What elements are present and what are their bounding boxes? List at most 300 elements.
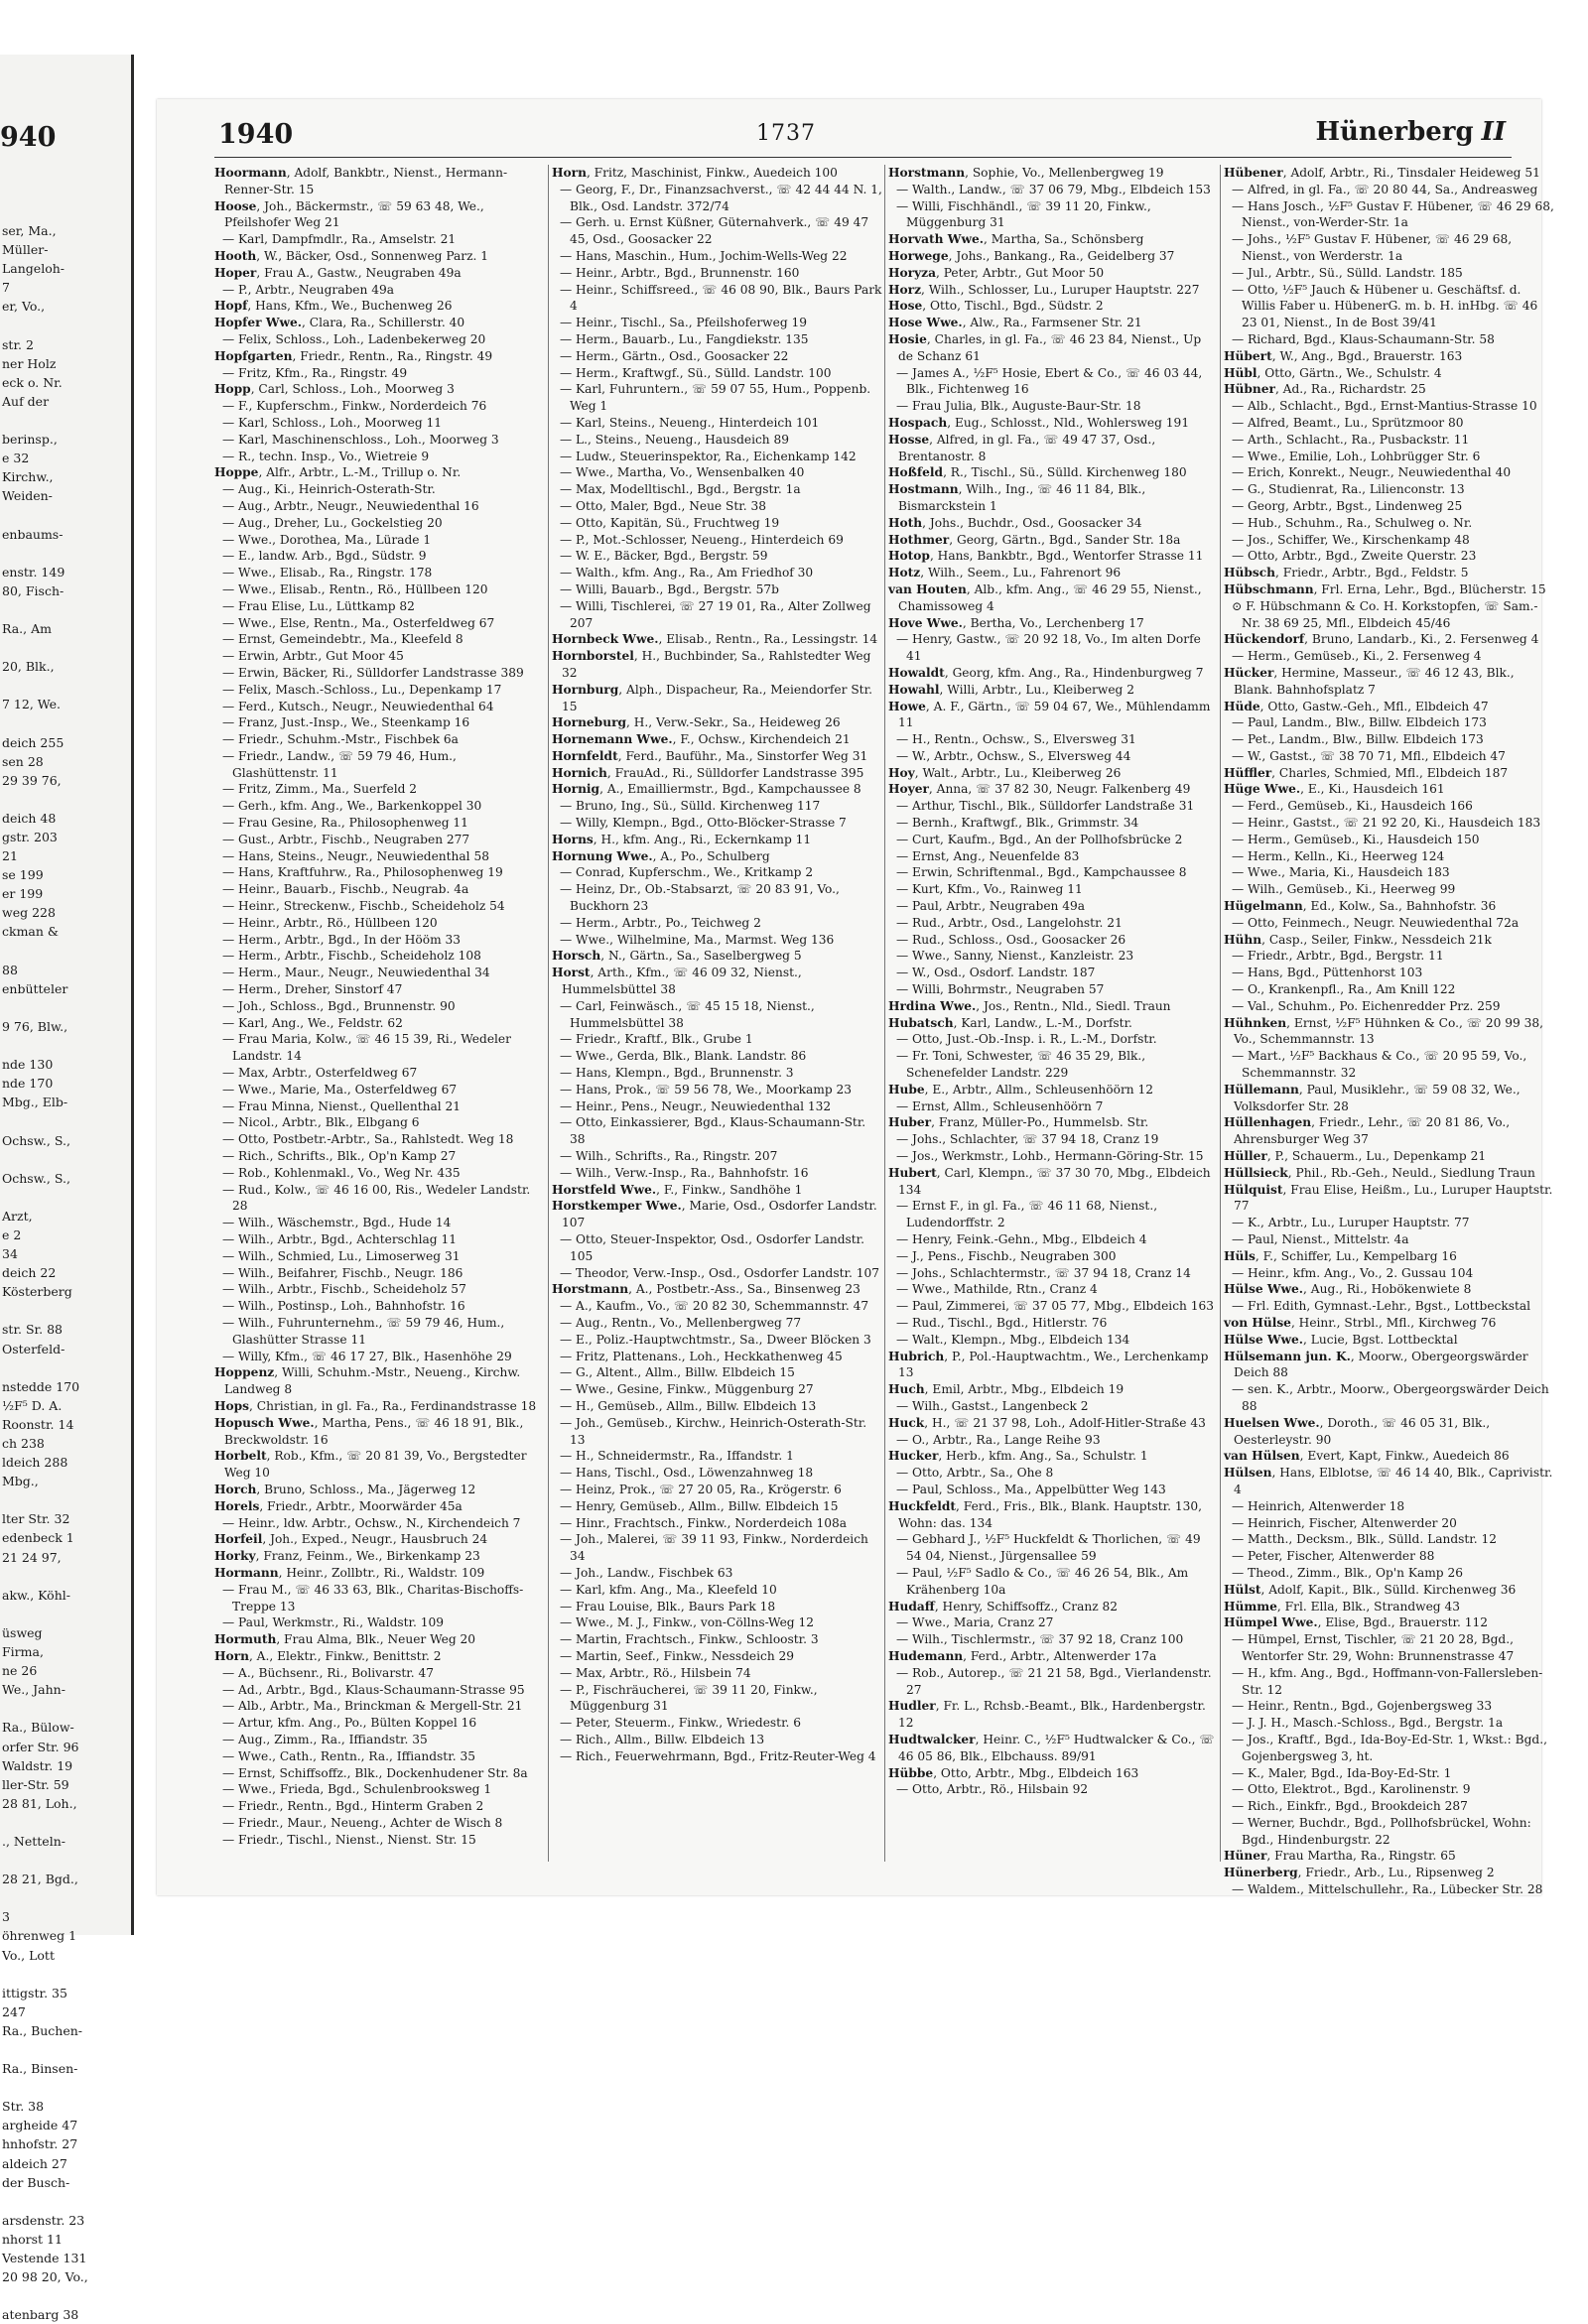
previous-page-fragment: 7 12, We.	[2, 697, 61, 712]
directory-entry: Horels, Friedr., Arbtr., Moorwärder 45a	[214, 1498, 463, 1513]
directory-entry: Hornborstel, H., Buchbinder, Sa., Rahlstedter Weg 32	[552, 649, 871, 680]
directory-entry: — Walth., Landw., ☏ 37 06 79, Mbg., Elbdeich 153	[896, 182, 1211, 196]
directory-entry: — Heinr., kfm. Ang., Vo., 2. Gussau 104	[1232, 1265, 1474, 1280]
directory-entry: Huber, Franz, Müller-Po., Hummelsb. Str.	[888, 1115, 1149, 1130]
previous-page-fragment	[2, 676, 129, 695]
previous-page-text-fragments	[2, 221, 129, 2324]
directory-entry: — Heinrich, Altenwerder 18	[1232, 1498, 1405, 1513]
directory-entry: — Frau M., ☏ 46 33 63, Blk., Charitas-Bischoffs-Treppe 13	[222, 1582, 524, 1614]
directory-entry: — Karl, Maschinenschloss., Loh., Moorweg 3	[222, 432, 499, 447]
directory-entry: — Willi, Bauarb., Bgd., Bergstr. 57b	[560, 581, 779, 596]
directory-entry: Hopfgarten, Friedr., Rentn., Ra., Ringstr. 49	[214, 348, 493, 363]
directory-entry: Hülquist, Frau Elise, Heißm., Lu., Luruper Hauptstr. 77	[1224, 1182, 1553, 1214]
directory-entry: Hoper, Frau A., Gastw., Neugraben 49a	[214, 265, 462, 280]
directory-entry: Hooth, W., Bäcker, Osd., Sonnenweg Parz. 1	[214, 248, 489, 263]
directory-entry: — Rob., Autorep., ☏ 21 21 58, Bgd., Vierlandenstr. 27	[896, 1665, 1212, 1697]
previous-page-fragment	[2, 2078, 129, 2097]
previous-page-fragment: Ra., Buchen-	[2, 2022, 83, 2038]
previous-page-fragment: Arzt,	[2, 1208, 33, 1224]
directory-entry: Horneburg, H., Verw.-Sekr., Sa., Heideweg 26	[552, 715, 841, 730]
previous-page-fragment: ldeich 288	[2, 1455, 68, 1471]
directory-entry: Horky, Franz, Feinm., We., Birkenkamp 23	[214, 1549, 480, 1564]
previous-page-fragment	[2, 1851, 129, 1870]
directory-entry: Hubrich, P., Pol.-Hauptwachtm., We., Lerchenkamp 13	[888, 1349, 1209, 1380]
directory-entry: Horstmann, Sophie, Vo., Mellenbergweg 19	[888, 166, 1164, 180]
previous-page-fragment: deich 255	[2, 734, 65, 750]
directory-entry: — Rud., Kolw., ☏ 46 16 00, Ris., Wedeler Landstr. 28	[222, 1182, 531, 1214]
directory-entry: — Otto, Postbetr.-Arbtr., Sa., Rahlstedt. Weg 18	[222, 1132, 514, 1147]
previous-page-fragment	[2, 2040, 129, 2059]
previous-page-fragment: Ochsw., S.,	[2, 1132, 70, 1148]
previous-page-fragment: se 199	[2, 867, 44, 883]
directory-entry: Hosse, Alfred, in gl. Fa., ☏ 49 47 37, Osd., Brentanostr. 8	[888, 432, 1156, 463]
directory-entry: Hornbeck Wwe., Elisab., Rentn., Ra., Lessingstr. 14	[552, 632, 878, 647]
directory-entry: — Kurt, Kfm., Vo., Rainweg 11	[896, 882, 1083, 897]
directory-entry: — Arthur, Tischl., Blk., Sülldorfer Landstraße 31	[896, 799, 1195, 814]
directory-entry: Horfeil, Joh., Exped., Neugr., Hausbruch 24	[214, 1532, 488, 1547]
directory-entry: Hornung Wwe., A., Po., Schulberg	[552, 848, 770, 863]
previous-page-fragment	[2, 544, 129, 563]
directory-entry: Hülse Wwe., Lucie, Bgst. Lottbecktal	[1224, 1332, 1458, 1347]
directory-entry: — Frau Louise, Blk., Baurs Park 18	[560, 1599, 776, 1614]
previous-page-fragment: atenbarg 38	[2, 2307, 79, 2323]
directory-entry: — Wilh., Gastst., Langenbeck 2	[896, 1398, 1089, 1413]
directory-entry: — Otto, Maler, Bgd., Neue Str. 38	[560, 498, 767, 513]
directory-entry: — Hans, Kraftfuhrw., Ra., Philosophenweg 19	[222, 865, 503, 880]
previous-page-header: 940	[0, 122, 57, 153]
directory-entry: — Jos., Kraftf., Bgd., Ida-Boy-Ed-Str. 1, Wkst.: Bgd., Gojenbergsweg 3, ht.	[1232, 1732, 1547, 1763]
previous-page-fragment: 80, Fisch-	[2, 582, 65, 598]
directory-entry: Huelsen Wwe., Doroth., ☏ 46 05 31, Blk., Oesterleystr. 90	[1224, 1415, 1491, 1447]
previous-page-fragment	[2, 1567, 129, 1586]
previous-page-fragment: argheide 47	[2, 2118, 78, 2133]
previous-page-fragment	[2, 1111, 129, 1130]
directory-entry: — Joh., Schloss., Bgd., Brunnenstr. 90	[222, 998, 456, 1013]
directory-entry: Hühnken, Ernst, ½F⁵ Hühnken & Co., ☏ 20 99 38, Vo., Schemmannstr. 13	[1224, 1015, 1543, 1047]
directory-entry: — Herm., Gärtn., Osd., Goosacker 22	[560, 348, 789, 363]
directory-entry: — Wwe., Cath., Rentn., Ra., Iffiandstr. 35	[222, 1748, 475, 1763]
directory-entry: — Frau Maria, Kolw., ☏ 46 15 39, Ri., Wedeler Landstr. 14	[222, 1032, 511, 1064]
previous-page-fragment: Vo., Lott	[2, 1947, 55, 1963]
previous-page-fragment: We., Jahn-	[2, 1682, 66, 1698]
directory-entry: — Rich., Feuerwehrmann, Bgd., Fritz-Reuter-Weg 4	[560, 1748, 876, 1763]
volume-numeral: II	[1481, 117, 1506, 147]
directory-entry: Hops, Christian, in gl. Fa., Ra., Ferdinandstrasse 18	[214, 1398, 537, 1413]
directory-entry: — Willi, Bohrmstr., Neugraben 57	[896, 982, 1105, 997]
previous-page-fragment: ne 26	[2, 1663, 38, 1679]
directory-entry: — Heinrich, Fischer, Altenwerder 20	[1232, 1515, 1457, 1530]
directory-entry: — Wilh., Fuhrunternehm., ☏ 59 79 46, Hum., Glashütter Strasse 11	[222, 1315, 505, 1347]
previous-page-fragment: str. 2	[2, 336, 34, 352]
previous-page-fragment	[2, 1150, 129, 1169]
previous-page-edge	[0, 55, 134, 2323]
directory-entry: Huch, Emil, Arbtr., Mbg., Elbdeich 19	[888, 1382, 1125, 1397]
directory-entry: — Bruno, Ing., Sü., Sülld. Kirchenweg 117	[560, 799, 821, 814]
directory-entry: — Johs., ½F⁵ Gustav F. Hübener, ☏ 46 29 68, Nienst., von Werderstr. 1a	[1232, 232, 1513, 263]
directory-entry: Hoy, Walt., Arbtr., Lu., Kleiberweg 26	[888, 765, 1122, 780]
previous-page-fragment: akw., Köhl-	[2, 1587, 70, 1603]
previous-page-fragment: 34	[2, 1246, 18, 1262]
directory-entry: — Ernst, Gemeindebtr., Ma., Kleefeld 8	[222, 632, 463, 647]
directory-entry: — Herm., Arbtr., Bgd., In der Hööm 33	[222, 932, 462, 947]
directory-entry: — Rich., Einkfr., Bgd., Brookdeich 287	[1232, 1799, 1468, 1814]
directory-entry: — Rud., Tischl., Bgd., Hitlerstr. 76	[896, 1315, 1108, 1330]
directory-entry: — Heinz, Prok., ☏ 27 20 05, Ra., Krögerstr. 6	[560, 1482, 842, 1496]
directory-entry: Hornfeldt, Ferd., Bauführ., Ma., Sinstorfer Weg 31	[552, 748, 868, 763]
directory-entry: — Hümpel, Ernst, Tischler, ☏ 21 20 28, Bgd., Wentorfer Str. 29, Wohn: Brunnenstrasse 47	[1232, 1632, 1515, 1663]
previous-page-fragment: Vestende 131	[2, 2251, 87, 2266]
directory-entry: — Hans, Bgd., Püttenhorst 103	[1232, 966, 1423, 980]
directory-entry: — Heinr., Arbtr., Rö., Hüllbeen 120	[222, 915, 438, 930]
header-rule	[214, 157, 1512, 158]
previous-page-fragment: 3	[2, 1909, 10, 1925]
previous-page-fragment: ittigstr. 35	[2, 1985, 67, 2001]
directory-entry: — Paul, Nienst., Mittelstr. 4a	[1232, 1232, 1409, 1246]
directory-entry: — Otto, Arbtr., Rö., Hilsbain 92	[896, 1782, 1089, 1797]
previous-page-fragment: Str. 38	[2, 2099, 45, 2115]
directory-entry: — F., Kupferschm., Finkw., Norderdeich 76	[222, 399, 487, 414]
directory-entry: — Paul, Landm., Blw., Billw. Elbdeich 173	[1232, 715, 1487, 730]
directory-entry: — Karl, Ang., We., Feldstr. 62	[222, 1015, 403, 1030]
previous-page-fragment: Ra., Binsen-	[2, 2061, 78, 2077]
directory-entry: Hormuth, Frau Alma, Blk., Neuer Weg 20	[214, 1632, 476, 1647]
previous-page-fragment: enbaums-	[2, 526, 64, 542]
directory-entry: — Friedr., Rentn., Bgd., Hinterm Graben 2	[222, 1799, 484, 1814]
previous-page-fragment	[2, 600, 129, 619]
directory-entry: — Wwe., Elisab., Rentn., Rö., Hüllbeen 120	[222, 581, 488, 596]
directory-entry: — Otto, Arbtr., Sa., Ohe 8	[896, 1466, 1054, 1481]
directory-entry: — Bernh., Kraftwgf., Blk., Grimmstr. 34	[896, 816, 1139, 831]
directory-entry: — Matth., Decksm., Blk., Sülld. Landstr. 12	[1232, 1532, 1498, 1547]
directory-entry: — Ferd., Gemüseb., Ki., Hausdeich 166	[1232, 799, 1473, 814]
directory-entry: — Henry, Gastw., ☏ 20 92 18, Vo., Im alten Dorfe 41	[896, 632, 1201, 664]
directory-entry: — Henry, Gemüseb., Allm., Billw. Elbdeich 15	[560, 1498, 839, 1513]
directory-entry: — Wwe., Else, Rentn., Ma., Osterfeldweg 67	[222, 615, 495, 630]
previous-page-fragment: ner Holz	[2, 355, 57, 371]
directory-entry: — Gebhard J., ½F⁵ Huckfeldt & Thorlichen, ☏ 49 54 04, Nienst., Jürgensallee 59	[896, 1532, 1201, 1564]
directory-entry: — Hinr., Frachtsch., Finkw., Norderdeich 108a	[560, 1515, 848, 1530]
directory-entry: — Wilh., Gemüseb., Ki., Heerweg 99	[1232, 882, 1456, 897]
directory-entry: — Willy, Klempn., Bgd., Otto-Blöcker-Strasse 7	[560, 816, 847, 831]
directory-entry: — Walt., Klempn., Mbg., Elbdeich 134	[896, 1332, 1130, 1347]
previous-page-fragment: 247	[2, 2003, 26, 2019]
directory-entry: — P., Fischräucherei, ☏ 39 11 20, Finkw., Müggenburg 31	[560, 1682, 818, 1714]
directory-entry: Hospach, Eug., Schlosst., Nld., Wohlersweg 191	[888, 415, 1190, 430]
directory-entry: — Wilh., Beifahrer, Fischb., Neugr. 186	[222, 1265, 463, 1280]
directory-entry: Hübl, Otto, Gärtn., We., Schulstr. 4	[1224, 365, 1442, 380]
previous-page-fragment: e 2	[2, 1227, 22, 1242]
previous-page-fragment: 28 21, Bgd.,	[2, 1872, 78, 1887]
directory-entry: — Willi, Tischlerei, ☏ 27 19 01, Ra., Alter Zollweg 207	[560, 598, 871, 630]
directory-entry: — Friedr., Schuhm.-Mstr., Fischbek 6a	[222, 732, 459, 747]
directory-entry: Hotop, Hans, Bankbtr., Bgd., Wentorfer Strasse 11	[888, 549, 1204, 564]
directory-entry: — Aug., Ki., Heinrich-Osterath-Str.	[222, 482, 436, 497]
directory-entry: — K., Maler, Bgd., Ida-Boy-Ed-Str. 1	[1232, 1765, 1452, 1780]
directory-entry: — James A., ½F⁵ Hosie, Ebert & Co., ☏ 46 03 44, Blk., Fichtenweg 16	[896, 365, 1203, 397]
directory-entry: — Hans, Prok., ☏ 59 56 78, We., Moorkamp 23	[560, 1082, 853, 1097]
directory-entry: — Georg, Arbtr., Bgst., Lindenweg 25	[1232, 498, 1463, 513]
directory-entry: — Rich., Schrifts., Blk., Op'n Kamp 27	[222, 1149, 457, 1164]
previous-page-fragment: str. Sr. 88	[2, 1322, 64, 1338]
directory-entry: — W. E., Bäcker, Bgd., Bergstr. 59	[560, 549, 768, 564]
previous-page-fragment: er 199	[2, 886, 44, 902]
directory-entry: — Heinr., Gastst., ☏ 21 92 20, Ki., Hausdeich 183	[1232, 816, 1541, 831]
directory-entry: — Heinr., Pens., Neugr., Neuwiedenthal 132	[560, 1098, 832, 1113]
directory-column-1	[214, 165, 546, 1862]
previous-page-fragment: Roonstr. 14	[2, 1416, 74, 1432]
directory-entry: — Max, Arbtr., Rö., Hilsbein 74	[560, 1665, 751, 1680]
directory-entry: — Herm., Gemüseb., Ki., Hausdeich 150	[1232, 832, 1480, 846]
directory-entry: Hudtwalcker, Heinr. C., ½F⁵ Hudtwalcker & Co., ☏ 46 05 86, Blk., Elbchauss. 89/91	[888, 1732, 1215, 1763]
directory-entry: — E., landw. Arb., Bgd., Südstr. 9	[222, 549, 427, 564]
directory-entry: Hove Wwe., Bertha, Vo., Lerchenberg 17	[888, 615, 1144, 630]
directory-entry: Hrdina Wwe., Jos., Rentn., Nld., Siedl. Traun	[888, 998, 1171, 1013]
directory-entry: — Paul, Arbtr., Neugraben 49a	[896, 899, 1086, 914]
directory-entry: Hühn, Casp., Seiler, Finkw., Nessdeich 21k	[1224, 932, 1492, 947]
directory-entry: Hornich, FrauAd., Ri., Sülldorfer Landstrasse 395	[552, 765, 864, 780]
directory-entry: — P., Arbtr., Neugraben 49a	[222, 282, 394, 297]
directory-entry: — Herm., Kelln., Ki., Heerweg 124	[1232, 848, 1445, 863]
directory-entry: — Rich., Allm., Billw. Elbdeich 13	[560, 1732, 765, 1746]
directory-entry: — Theod., Zimm., Blk., Op'n Kamp 26	[1232, 1565, 1463, 1580]
directory-entry: — Herm., Gemüseb., Ki., 2. Fersenweg 4	[1232, 649, 1482, 664]
directory-entry: — Karl, Fuhruntern., ☏ 59 07 55, Hum., Poppenb. Weg 1	[560, 382, 871, 414]
previous-page-fragment: nde 130	[2, 1057, 54, 1073]
directory-entry: Hübbe, Otto, Arbtr., Mbg., Elbdeich 163	[888, 1765, 1139, 1780]
previous-page-fragment: Ra., Am	[2, 620, 52, 636]
directory-entry: — Herm., Kraftwgf., Sü., Sülld. Landstr. 100	[560, 365, 832, 380]
previous-page-fragment	[2, 1699, 129, 1718]
directory-entry: — Willy, Kfm., ☏ 46 17 27, Blk., Hasenhöhe 29	[222, 1349, 512, 1363]
directory-entry: Horstfeld Wwe., F., Finkw., Sandhöhe 1	[552, 1182, 803, 1197]
previous-page-fragment	[2, 713, 129, 732]
previous-page-fragment	[2, 411, 129, 430]
previous-page-fragment: orfer Str. 96	[2, 1739, 79, 1754]
directory-entry: — P., Mot.-Schlosser, Neueng., Hinterdeich 69	[560, 532, 844, 547]
directory-entry: — Johs., Schlachter, ☏ 37 94 18, Cranz 19	[896, 1132, 1159, 1147]
directory-entry: — H., kfm. Ang., Bgd., Hoffmann-von-Fallersleben-Str. 12	[1232, 1665, 1543, 1697]
directory-entry: Hüllemann, Paul, Musiklehr., ☏ 59 08 32, We., Volksdorfer Str. 28	[1224, 1082, 1521, 1113]
previous-page-fragment: Ra., Bülow-	[2, 1720, 74, 1736]
directory-entry: — Friedr., Kraftf., Blk., Grube 1	[560, 1032, 753, 1047]
directory-entry: — Karl, Dampfmdlr., Ra., Amselstr. 21	[222, 232, 457, 247]
previous-page-fragment	[2, 638, 129, 657]
directory-entry: — Alfred, in gl. Fa., ☏ 20 80 44, Sa., Andreasweg	[1232, 182, 1538, 196]
previous-page-fragment: 21	[2, 848, 18, 864]
directory-entry: — Heinr., Bauarb., Fischb., Neugrab. 4a	[222, 882, 469, 897]
directory-entry: — Hans, Klempn., Bgd., Brunnenstr. 3	[560, 1066, 794, 1081]
directory-entry: — Heinr., ldw. Arbtr., Ochsw., N., Kirchendeich 7	[222, 1515, 521, 1530]
directory-entry: — Jos., Schiffer, We., Kirschenkamp 48	[1232, 532, 1470, 547]
directory-entry: — Fr. Toni, Schwester, ☏ 46 35 29, Blk., Schenefelder Landstr. 229	[896, 1049, 1146, 1081]
previous-page-fragment: öhrenweg 1	[2, 1928, 77, 1944]
directory-entry: — Karl, kfm. Ang., Ma., Kleefeld 10	[560, 1582, 777, 1597]
previous-page-fragment: nstedde 170	[2, 1378, 80, 1394]
directory-entry: — Wwe., Elisab., Ra., Ringstr. 178	[222, 566, 433, 581]
directory-entry: — Theodor, Verw.-Insp., Osd., Osdorfer Landstr. 107	[560, 1265, 879, 1280]
directory-entry: — Joh., Gemüseb., Kirchw., Heinrich-Osterath-Str. 13	[560, 1415, 867, 1447]
directory-entry: — Alb., Schlacht., Bgd., Ernst-Mantius-Strasse 10	[1232, 399, 1537, 414]
previous-page-fragment	[2, 1813, 129, 1832]
directory-entry: — Otto, ½F⁵ Jauch & Hübener u. Geschäftsf. d. Willis Faber u. HübenerG. m. b. H. inHbg. ☏ 46 23 01, Nienst., In de Bost 39/41	[1232, 282, 1538, 330]
directory-entry: — Frau Gesine, Ra., Philosophenweg 11	[222, 816, 468, 831]
previous-page-fragment	[2, 1605, 129, 1623]
directory-entry: — Herm., Bauarb., Lu., Fangdiekstr. 135	[560, 331, 809, 346]
directory-entry: Hümme, Frl. Ella, Blk., Strandweg 43	[1224, 1599, 1460, 1614]
directory-entry: — Paul, Schloss., Ma., Appelbütter Weg 143	[896, 1482, 1166, 1496]
directory-column-3	[888, 165, 1220, 1862]
directory-entry: — Wilh., Wäschemstr., Bgd., Hude 14	[222, 1216, 452, 1230]
directory-entry: — Aug., Arbtr., Neugr., Neuwiedenthal 16	[222, 498, 479, 513]
directory-entry: Hüner, Frau Martha, Ra., Ringstr. 65	[1224, 1849, 1456, 1864]
directory-entry: — A., Kaufm., Vo., ☏ 20 82 30, Schemmannstr. 47	[560, 1299, 869, 1314]
previous-page-fragment: 9 76, Blw.,	[2, 1018, 68, 1034]
previous-page-fragment: nde 170	[2, 1076, 54, 1092]
directory-entry: — Paul, ½F⁵ Sadlo & Co., ☏ 46 26 54, Blk., Am Krähenberg 10a	[896, 1565, 1189, 1597]
directory-entry: — Arth., Schlacht., Ra., Pusbackstr. 11	[1232, 432, 1470, 447]
directory-entry: — Otto, Einkassierer, Bgd., Klaus-Schaumann-Str. 38	[560, 1115, 866, 1147]
directory-entry: Hube, E., Arbtr., Allm., Schleusenhöörn 12	[888, 1082, 1154, 1097]
directory-entry: Hormann, Heinr., Zollbtr., Ri., Waldstr. 109	[214, 1565, 485, 1580]
directory-entry: — Fritz, Kfm., Ra., Ringstr. 49	[222, 365, 408, 380]
directory-entry: Hübschmann, Frl. Erna, Lehr., Bgd., Blücherstr. 15	[1224, 581, 1546, 596]
previous-page-fragment	[2, 1301, 129, 1320]
directory-entry: van Houten, Alb., kfm. Ang., ☏ 46 29 55, Nienst., Chamissoweg 4	[888, 581, 1202, 613]
directory-entry: — Otto, Feinmech., Neugr. Neuwiedenthal 72a	[1232, 915, 1520, 930]
previous-page-fragment: ckman &	[2, 924, 60, 940]
previous-page-fragment: er, Vo.,	[2, 299, 46, 315]
page-number: 1737	[756, 121, 816, 146]
directory-entry: — A., Büchsenr., Ri., Bolivarstr. 47	[222, 1665, 435, 1680]
directory-entry: — Wwe., Dorothea, Ma., Lürade 1	[222, 532, 432, 547]
directory-entry: — Wwe., Mathilde, Rtn., Cranz 4	[896, 1282, 1098, 1297]
directory-entry: — Friedr., Landw., ☏ 59 79 46, Hum., Glashüttenstr. 11	[222, 748, 457, 780]
directory-entry: — Fritz, Plattenans., Loh., Heckkathenweg 45	[560, 1349, 843, 1363]
directory-entry: — Wilh., Postinsp., Loh., Bahnhofstr. 16	[222, 1299, 465, 1314]
directory-entry: — Ad., Arbtr., Bgd., Klaus-Schaumann-Strasse 95	[222, 1682, 525, 1697]
directory-entry: — Val., Schuhm., Po. Eichenredder Prz. 259	[1232, 998, 1501, 1013]
directory-entry: — Wilh., Arbtr., Bgd., Achterschlag 11	[222, 1232, 457, 1246]
directory-entry: — Friedr., Maur., Neueng., Achter de Wisch 8	[222, 1815, 503, 1830]
directory-entry: — Mart., ½F⁵ Backhaus & Co., ☏ 20 95 59, Vo., Schemmannstr. 32	[1232, 1049, 1527, 1081]
directory-entry: Hoßfeld, R., Tischl., Sü., Sülld. Kirchenweg 180	[888, 465, 1187, 480]
directory-entry: — Paul, Zimmerei, ☏ 37 05 77, Mbg., Elbdeich 163	[896, 1299, 1215, 1314]
directory-entry: — Waldem., Mittelschullehr., Ra., Lübecker Str. 28	[1232, 1882, 1543, 1897]
directory-entry: — Walth., kfm. Ang., Ra., Am Friedhof 30	[560, 566, 814, 581]
range-title-text: Hünerberg	[1315, 117, 1474, 147]
directory-entry: — J., Pens., Fischb., Neugraben 300	[896, 1248, 1117, 1263]
directory-entry: — Werner, Buchdr., Bgd., Pollhofsbrückel, Wohn: Bgd., Hindenburgstr. 22	[1232, 1815, 1531, 1847]
previous-page-fragment: eck o. Nr.	[2, 374, 63, 390]
directory-entry: Howahl, Willi, Arbtr., Lu., Kleiberweg 2	[888, 682, 1134, 697]
previous-page-fragment: enstr. 149	[2, 564, 66, 580]
previous-page-fragment: arsdenstr. 23	[2, 2212, 85, 2228]
directory-entry: — Frau Julia, Blk., Auguste-Baur-Str. 18	[896, 399, 1141, 414]
directory-entry: — Franz, Just.-Insp., We., Steenkamp 16	[222, 715, 470, 730]
directory-entry: Hothmer, Georg, Gärtn., Bgd., Sander Str. 18a	[888, 532, 1181, 547]
directory-entry: — Heinr., Schiffsreed., ☏ 46 08 90, Blk., Baurs Park 4	[560, 282, 882, 314]
directory-entry: — Rud., Arbtr., Osd., Langelohstr. 21	[896, 915, 1123, 930]
directory-entry: Horst, Arth., Kfm., ☏ 46 09 32, Nienst., Hummelsbüttel 38	[552, 966, 802, 997]
directory-entry: Hoppenz, Willi, Schuhm.-Mstr., Neueng., Kirchw. Landweg 8	[214, 1365, 521, 1397]
directory-entry: — Peter, Steuerm., Finkw., Wriedestr. 6	[560, 1716, 802, 1731]
directory-entry: — Alb., Arbtr., Ma., Brinckman & Mergell-Str. 21	[222, 1699, 523, 1714]
directory-entry: Hoose, Joh., Bäckermstr., ☏ 59 63 48, We., Pfeilshofer Weg 21	[214, 198, 484, 230]
directory-entry: — E., Poliz.-Hauptwchtmstr., Sa., Dweer Blöcken 3	[560, 1332, 871, 1347]
previous-page-fragment: weg 228	[2, 905, 56, 921]
directory-entry: — sen. K., Arbtr., Moorw., Obergeorgswärder Deich 88	[1232, 1382, 1549, 1413]
column-divider	[548, 165, 549, 1862]
directory-entry: — Heinr., Arbtr., Bgd., Brunnenstr. 160	[560, 265, 800, 280]
directory-entry: — Carl, Feinwäsch., ☏ 45 15 18, Nienst., Hummelsbüttel 38	[560, 998, 815, 1030]
directory-entry: — Wwe., Maria, Cranz 27	[896, 1615, 1054, 1630]
directory-entry: — Wwe., M. J., Finkw., von-Cöllns-Weg 12	[560, 1615, 814, 1630]
directory-entry: — W., Gastst., ☏ 38 70 71, Mfl., Elbdeich 47	[1232, 748, 1506, 763]
directory-entry: Hünerberg, Friedr., Arb., Lu., Ripsenweg 2	[1224, 1866, 1495, 1880]
directory-entry: — G., Altent., Allm., Billw. Elbdeich 15	[560, 1365, 795, 1380]
directory-entry: Hülsen, Hans, Elblotse, ☏ 46 14 40, Blk., Caprivistr. 4	[1224, 1466, 1553, 1496]
directory-entry: — Pet., Landm., Blw., Billw. Elbdeich 173	[1232, 732, 1484, 747]
directory-entry: — Frau Elise, Lu., Lüttkamp 82	[222, 598, 415, 613]
directory-entry: — Erwin, Arbtr., Gut Moor 45	[222, 649, 404, 664]
previous-page-fragment	[2, 1888, 129, 1907]
directory-entry: — Hub., Schuhm., Ra., Schulweg o. Nr.	[1232, 515, 1473, 530]
directory-entry: — G., Studienrat, Ra., Lilienconstr. 13	[1232, 482, 1465, 497]
directory-entry: — Otto, Arbtr., Bgd., Zweite Querstr. 23	[1232, 549, 1477, 564]
directory-entry: — Georg, F., Dr., Finanzsachverst., ☏ 42 44 44 N. 1, Blk., Osd. Landstr. 372/74	[560, 182, 882, 213]
directory-entry: Howe, A. F., Gärtn., ☏ 59 04 67, We., Mühlendamm 11	[888, 699, 1211, 730]
directory-entry: Hücker, Hermine, Masseur., ☏ 46 12 43, Blk., Blank. Bahnhofsplatz 7	[1224, 665, 1515, 697]
directory-entry: Horyza, Peter, Arbtr., Gut Moor 50	[888, 265, 1105, 280]
previous-page-fragment: 20, Blk.,	[2, 659, 55, 675]
directory-entry: Hosie, Charles, in gl. Fa., ☏ 46 23 84, Nienst., Up de Schanz 61	[888, 331, 1202, 363]
previous-page-fragment: deich 48	[2, 810, 57, 826]
directory-entry: — H., Schneidermstr., Ra., Iffandstr. 1	[560, 1449, 794, 1464]
previous-page-fragment: ller-Str. 59	[2, 1776, 69, 1792]
previous-page-fragment: Osterfeld-	[2, 1341, 66, 1356]
directory-entry: Hudler, Fr. L., Rchsb.-Beamt., Blk., Hardenbergstr. 12	[888, 1699, 1206, 1731]
previous-page-fragment	[2, 505, 129, 524]
previous-page-fragment: Auf der	[2, 393, 50, 409]
directory-entry: — Ludw., Steuerinspektor, Ra., Eichenkamp 142	[560, 449, 857, 463]
directory-entry: Hucker, Herb., kfm. Ang., Sa., Schulstr. 1	[888, 1449, 1148, 1464]
directory-entry: — Joh., Landw., Fischbek 63	[560, 1565, 733, 1580]
directory-entry: Horwege, Johs., Bankang., Ra., Geidelberg 37	[888, 248, 1175, 263]
directory-entry: Hoyer, Anna, ☏ 37 82 30, Neugr. Falkenberg 49	[888, 782, 1191, 797]
directory-entry: — Karl, Schloss., Loh., Moorweg 11	[222, 415, 443, 430]
column-divider	[1220, 165, 1221, 1862]
directory-entry: — Ernst, Allm., Schleusenhöörn 7	[896, 1098, 1104, 1113]
directory-entry: — Frau Minna, Nienst., Quellenthal 21	[222, 1098, 462, 1113]
directory-entry: — O., Arbtr., Ra., Lange Reihe 93	[896, 1432, 1101, 1447]
previous-page-fragment: hnhofstr. 27	[2, 2136, 78, 2152]
previous-page-fragment: nhorst 11	[2, 2231, 63, 2247]
directory-entry: — Hans Josch., ½F⁵ Gustav F. Hübener, ☏ 46 29 68, Nienst., von-Werder-Str. 1a	[1232, 198, 1554, 230]
directory-entry: Hübert, W., Ang., Bgd., Brauerstr. 163	[1224, 348, 1463, 363]
directory-entry: — Curt, Kaufm., Bgd., An der Pollhofsbrücke 2	[896, 832, 1183, 846]
directory-entry: — Otto, Just.-Ob.-Insp. i. R., L.-M., Dorfstr.	[896, 1032, 1157, 1047]
directory-entry: Hübner, Ad., Ra., Richardstr. 25	[1224, 382, 1426, 397]
directory-column-4	[1224, 165, 1555, 1897]
directory-entry: Hüls, F., Schiffer, Lu., Kempelbarg 16	[1224, 1248, 1457, 1263]
previous-page-fragment: Mbg.,	[2, 1474, 39, 1489]
directory-entry: Hüller, P., Schauerm., Lu., Depenkamp 21	[1224, 1149, 1487, 1164]
directory-entry: Hornburg, Alph., Dispacheur, Ra., Meiendorfer Str. 15	[552, 682, 872, 713]
directory-entry: — W., Osd., Osdorf. Landstr. 187	[896, 966, 1096, 980]
directory-entry: ⊙ F. Hübschmann & Co. H. Korkstopfen, ☏ Sam.-Nr. 38 69 25, Mfl., Elbdeich 45/46	[1232, 598, 1538, 630]
directory-entry: — H., Rentn., Ochsw., S., Elversweg 31	[896, 732, 1136, 747]
directory-entry: — Ernst F., in gl. Fa., ☏ 46 11 68, Nienst., Ludendorffstr. 2	[896, 1199, 1158, 1230]
